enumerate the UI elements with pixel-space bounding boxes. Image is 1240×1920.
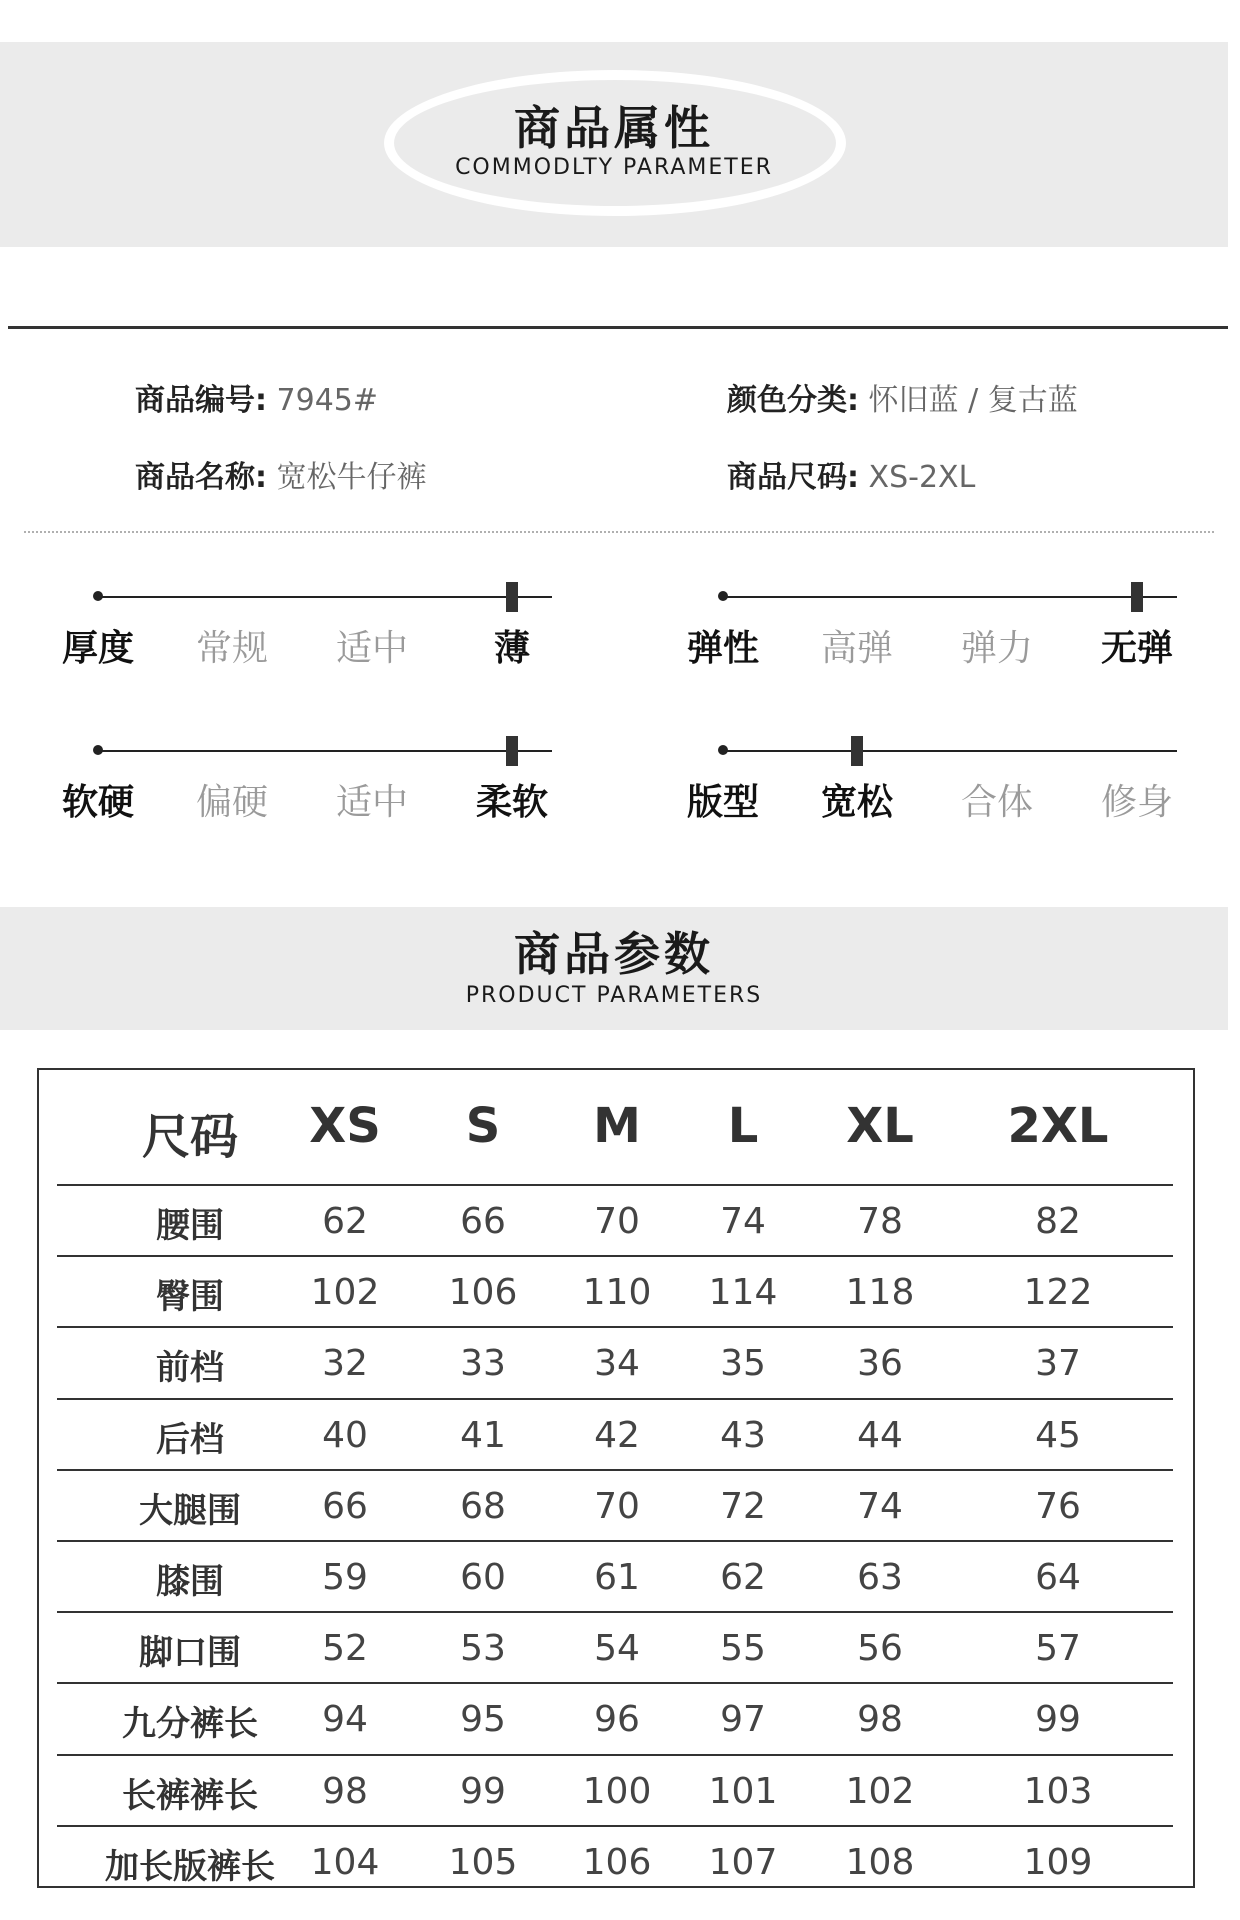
- softness-scale-marker: [506, 736, 518, 766]
- table-row-rule: [57, 1540, 1173, 1542]
- table-cell: 105: [448, 1841, 518, 1883]
- table-row-rule: [57, 1469, 1173, 1471]
- product-number: [135, 375, 378, 419]
- product-name-value: 宽松牛仔裤: [276, 460, 427, 495]
- fit-scale-option: 合体: [960, 782, 1034, 823]
- table-cell: 94: [322, 1699, 368, 1741]
- table-cell: 95: [460, 1699, 506, 1741]
- table-cell: 37: [1035, 1343, 1081, 1385]
- table-cell: 108: [845, 1841, 915, 1883]
- table-cell: 44: [857, 1414, 903, 1456]
- table-row-rule: [57, 1326, 1173, 1328]
- product-name: [135, 452, 427, 496]
- table-row-label: 脚口围: [139, 1633, 241, 1674]
- table-cell: 60: [460, 1557, 506, 1598]
- attributes-subtitle: COMMODLTY PARAMETER: [455, 155, 773, 180]
- table-cell: 40: [322, 1414, 368, 1456]
- thickness-scale-option: 适中: [335, 628, 409, 669]
- table-row-label: 长裤裤长: [122, 1775, 258, 1816]
- table-cell: 66: [460, 1201, 506, 1242]
- table-cell: 96: [594, 1699, 640, 1741]
- table-row-rule: [57, 1754, 1173, 1756]
- table-cell: 107: [708, 1841, 778, 1883]
- table-row-label: 臀围: [156, 1277, 224, 1318]
- table-cell: 68: [460, 1485, 506, 1527]
- table-row-rule: [57, 1611, 1173, 1613]
- table-cell: 106: [448, 1272, 518, 1314]
- table-cell: 55: [720, 1628, 766, 1670]
- elasticity-scale-marker: [1131, 582, 1143, 612]
- table-cell: 63: [857, 1557, 903, 1598]
- table-cell: 103: [1023, 1770, 1093, 1812]
- softness-scale-option: 柔软: [475, 782, 549, 823]
- table-cell: 99: [1035, 1699, 1081, 1741]
- table-row-rule: [57, 1398, 1173, 1400]
- thickness-scale-option: 薄: [493, 628, 531, 669]
- table-cell: 106: [582, 1841, 652, 1883]
- table-cell: 66: [322, 1485, 368, 1527]
- elasticity-scale: [675, 570, 1195, 700]
- table-cell: 122: [1023, 1272, 1093, 1314]
- color-category-value: 怀旧蓝 / 复古蓝: [868, 383, 1078, 418]
- size-header-label: 尺码: [141, 1109, 239, 1165]
- table-cell: 32: [322, 1343, 368, 1385]
- thickness-scale: [50, 570, 570, 700]
- table-cell: 57: [1035, 1628, 1081, 1670]
- softness-scale-start-dot: [93, 745, 103, 755]
- color-category: [727, 375, 1078, 419]
- elasticity-scale-option: 高弹: [820, 628, 894, 669]
- product-number-value: 7945#: [276, 383, 379, 418]
- elasticity-scale-option: 弹力: [960, 628, 1034, 669]
- table-cell: 53: [460, 1628, 506, 1670]
- table-row-label: 九分裤长: [122, 1704, 258, 1745]
- size-table: [37, 1068, 1195, 1888]
- elasticity-scale-track: [723, 596, 1177, 598]
- table-cell: 52: [322, 1628, 368, 1670]
- thickness-scale-track: [98, 596, 552, 598]
- table-cell: 78: [857, 1201, 903, 1242]
- table-cell: 64: [1035, 1557, 1081, 1598]
- size-header-cell: S: [465, 1098, 501, 1154]
- table-cell: 100: [582, 1770, 652, 1812]
- table-cell: 70: [594, 1201, 640, 1242]
- table-row-label: 前档: [156, 1348, 224, 1389]
- table-cell: 36: [857, 1343, 903, 1385]
- table-cell: 45: [1035, 1414, 1081, 1456]
- table-cell: 41: [460, 1414, 506, 1456]
- size-header-cell: L: [727, 1098, 759, 1154]
- fit-scale-option: 宽松: [820, 782, 894, 823]
- thickness-scale-marker: [506, 582, 518, 612]
- dotted-divider: [24, 531, 1214, 533]
- table-cell: 35: [720, 1343, 766, 1385]
- elasticity-scale-category: 弹性: [686, 628, 760, 669]
- table-cell: 62: [720, 1557, 766, 1598]
- table-cell: 82: [1035, 1201, 1081, 1242]
- divider-line: [8, 326, 1228, 329]
- table-cell: 34: [594, 1343, 640, 1385]
- table-row-label: 腰围: [156, 1206, 224, 1246]
- size-header-cell: 2XL: [1007, 1098, 1109, 1154]
- table-cell: 102: [310, 1272, 380, 1314]
- table-cell: 114: [708, 1272, 778, 1314]
- table-cell: 70: [594, 1485, 640, 1527]
- product-size-value: XS-2XL: [868, 460, 976, 495]
- table-cell: 72: [720, 1485, 766, 1527]
- table-row-label: 后档: [156, 1419, 224, 1460]
- table-cell: 104: [310, 1841, 380, 1883]
- softness-scale-category: 软硬: [61, 782, 135, 823]
- thickness-scale-option: 常规: [195, 628, 269, 669]
- table-cell: 109: [1023, 1841, 1093, 1883]
- table-cell: 76: [1035, 1485, 1081, 1527]
- fit-scale-start-dot: [718, 745, 728, 755]
- parameters-title: 商品参数: [514, 927, 714, 981]
- table-header-rule: [57, 1184, 1173, 1186]
- table-row-label: 大腿围: [139, 1490, 241, 1531]
- table-cell: 110: [582, 1272, 652, 1314]
- elasticity-scale-start-dot: [718, 591, 728, 601]
- parameters-subtitle: PRODUCT PARAMETERS: [465, 983, 763, 1008]
- table-row-rule: [57, 1255, 1173, 1257]
- softness-scale-track: [98, 750, 552, 752]
- table-cell: 61: [594, 1557, 640, 1598]
- table-cell: 118: [845, 1272, 915, 1314]
- table-cell: 43: [720, 1414, 766, 1456]
- product-size-range: [727, 452, 975, 496]
- size-header-cell: XS: [309, 1098, 381, 1154]
- table-cell: 59: [322, 1557, 368, 1598]
- table-cell: 98: [322, 1770, 368, 1812]
- table-cell: 62: [322, 1201, 368, 1242]
- table-cell: 74: [720, 1201, 766, 1242]
- table-cell: 97: [720, 1699, 766, 1741]
- fit-scale: [675, 724, 1195, 854]
- fit-scale-option: 修身: [1100, 782, 1174, 823]
- table-cell: 42: [594, 1414, 640, 1456]
- elasticity-scale-option: 无弹: [1100, 628, 1174, 669]
- softness-scale: [50, 724, 570, 854]
- fit-scale-category: 版型: [686, 782, 760, 823]
- fit-scale-track: [723, 750, 1177, 752]
- thickness-scale-start-dot: [93, 591, 103, 601]
- table-cell: 33: [460, 1343, 506, 1385]
- color-category-label: 颜色分类:: [727, 383, 859, 418]
- size-header-cell: M: [593, 1098, 641, 1154]
- table-cell: 101: [708, 1770, 778, 1812]
- product-name-label: 商品名称:: [135, 460, 267, 495]
- table-cell: 54: [594, 1628, 640, 1670]
- table-cell: 98: [857, 1699, 903, 1741]
- softness-scale-option: 偏硬: [195, 782, 269, 823]
- attributes-title: 商品属性: [514, 101, 714, 155]
- table-cell: 74: [857, 1485, 903, 1527]
- table-cell: 102: [845, 1770, 915, 1812]
- product-number-label: 商品编号:: [135, 383, 267, 418]
- thickness-scale-category: 厚度: [61, 628, 135, 669]
- fit-scale-marker: [851, 736, 863, 766]
- table-row-label: 加长版裤长: [105, 1846, 275, 1887]
- softness-scale-option: 适中: [335, 782, 409, 823]
- table-row-rule: [57, 1682, 1173, 1684]
- table-row-rule: [57, 1825, 1173, 1827]
- table-cell: 56: [857, 1628, 903, 1670]
- table-cell: 99: [460, 1770, 506, 1812]
- size-header-cell: XL: [846, 1098, 914, 1154]
- table-row-label: 膝围: [156, 1562, 224, 1602]
- product-size-label: 商品尺码:: [727, 460, 859, 495]
